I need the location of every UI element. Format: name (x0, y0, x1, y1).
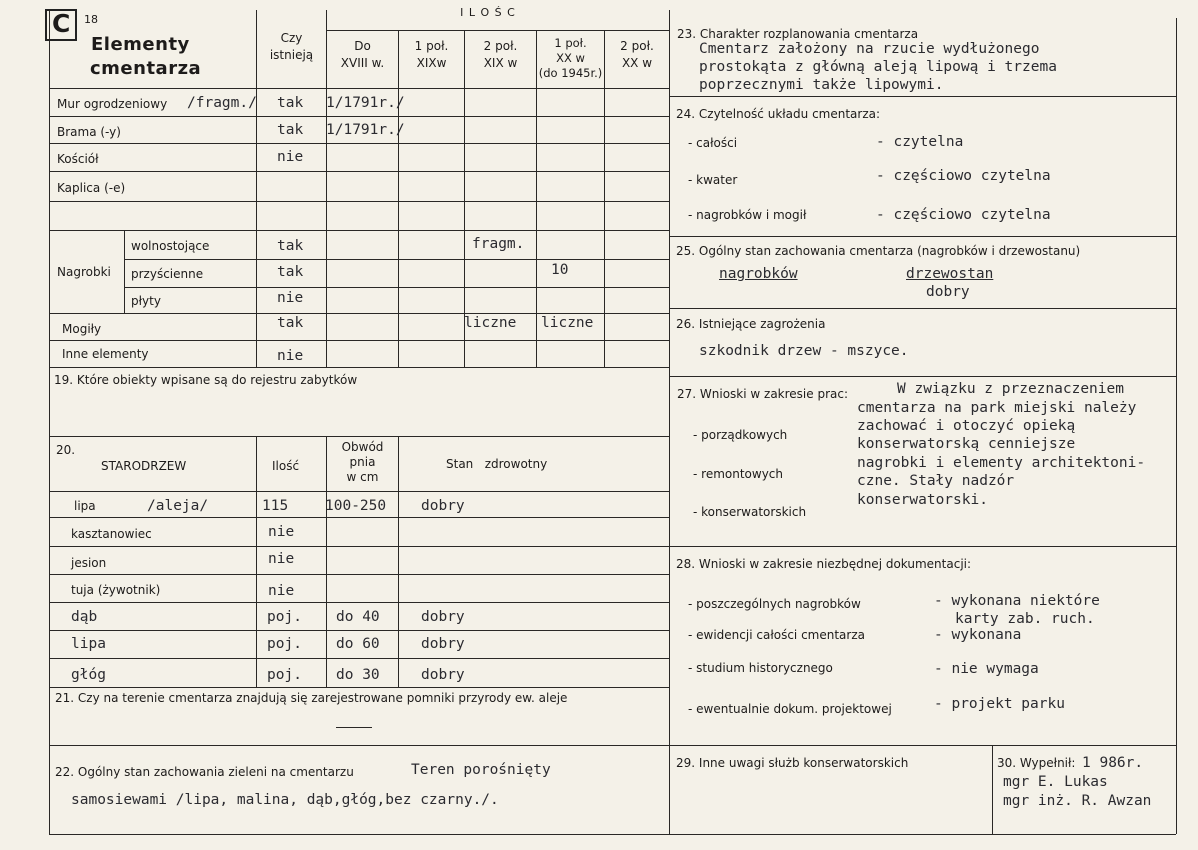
inne-exists: nie (277, 348, 304, 364)
row-label-brama: Brama (-y) (57, 125, 121, 139)
s28-row-value2: karty zab. ruch. (955, 611, 1095, 627)
tree-state: dobry (421, 667, 465, 683)
s27-line: cmentarza na park miejski należy (857, 400, 1137, 416)
tree-note: /aleja/ (147, 498, 209, 514)
s30-date: 1 986r. (1082, 755, 1144, 771)
tree-state: dobry (421, 636, 465, 652)
s25-col1-head: nagrobków (719, 266, 798, 282)
s23-line: Cmentarz założony na rzucie wydłużonego (699, 41, 1040, 57)
s28-label: 28. Wnioski w zakresie niezbędnej dokumentacji: (676, 557, 972, 571)
row-note-mur: /fragm./ (187, 95, 257, 111)
s20-num: 20. (56, 443, 76, 457)
row-xviii-brama: 1/1791r./ (326, 122, 405, 138)
s23-label: 23. Charakter rozplanowania cmentarza (677, 27, 919, 41)
tree-circ: 100-250 (325, 498, 387, 514)
period-xix2: 2 poł. XIX w (483, 39, 518, 71)
s21-label: 21. Czy na terenie cmentarza znajdują się zarejestrowane pomniki przyrody ew. aleje (55, 691, 568, 705)
s30-name: mgr inż. R. Awzan (1003, 793, 1152, 809)
s24-row-value: - częściowo czytelna (876, 207, 1051, 223)
tree-circ: do 40 (336, 609, 380, 625)
s28-row-value: - wykonana (934, 627, 1022, 643)
s22-value2: samosiewami /lipa, malina, dąb,głóg,bez czarny./. (71, 792, 499, 808)
s27-label: 27. Wnioski w zakresie prac: (677, 387, 849, 401)
tree-count: nie (268, 524, 295, 540)
card-code: C (52, 9, 71, 38)
nagrobki-row-exists: tak (277, 264, 304, 280)
nagrobki-row-label: wolnostojące (131, 239, 210, 253)
tree-name: dąb (71, 609, 98, 625)
period-xx1: 1 poł. XX w (do 1945r.) (538, 36, 603, 80)
s22-value1: Teren porośnięty (411, 762, 551, 778)
mogily-xix2: liczne (464, 315, 517, 331)
s19-label: 19. Które obiekty wpisane są do rejestru zabytków (54, 373, 358, 387)
nagrobki-row-xx1: 10 (551, 262, 569, 278)
tree-count: 115 (262, 498, 289, 514)
s25-col2-value: dobry (926, 284, 970, 300)
tree-name: lipa (74, 499, 96, 513)
tree-count: nie (268, 583, 295, 599)
tree-name: głóg (71, 667, 106, 683)
s27-line: czne. Stały nadzór (857, 473, 1015, 489)
s20-h-count: Ilość (272, 459, 300, 473)
tree-name: jesion (71, 556, 107, 570)
row-label-kaplica: Kaplica (-e) (57, 181, 126, 195)
s20-h-circ: Obwód pnia w cm (341, 440, 384, 484)
s24-row-label: - nagrobków i mogił (688, 208, 807, 222)
row-exists-kosciol: nie (277, 149, 304, 165)
s26-value: szkodnik drzew - mszyce. (699, 343, 909, 359)
tree-state: dobry (421, 609, 465, 625)
row-xviii-mur: 1/1791r./ (326, 95, 405, 111)
period-xx2: 2 poł. XX w (620, 39, 654, 71)
s24-row-label: - całości (688, 136, 738, 150)
s27-line: konserwatorską cenniejsze (857, 436, 1076, 452)
s27-line: konserwatorski. (857, 492, 988, 508)
s20-h-name: STARODRZEW (101, 459, 187, 473)
tree-name: tuja (żywotnik) (71, 583, 161, 597)
tree-circ: do 30 (336, 667, 380, 683)
mogily-label: Mogiły (62, 322, 102, 336)
s30-label: 30. Wypełnił: (997, 756, 1076, 770)
s27-item: - konserwatorskich (693, 505, 807, 519)
s27-item: - remontowych (693, 467, 783, 481)
s27-line: zachować i otoczyć opieką (857, 418, 1076, 434)
tree-state: dobry (421, 498, 465, 514)
tree-name: lipa (71, 636, 106, 652)
inne-label: Inne elementy (62, 347, 149, 361)
s23-line: poprzecznymi także lipowymi. (699, 77, 944, 93)
page-title-line1: Elementy (91, 34, 190, 55)
exists-header: Czy istnieją (269, 31, 314, 63)
s25-label: 25. Ogólny stan zachowania cmentarza (nagrobków i drzewostanu) (676, 244, 1081, 258)
s24-row-label: - kwater (688, 173, 738, 187)
tree-circ: do 60 (336, 636, 380, 652)
s30-name: mgr E. Lukas (1003, 774, 1108, 790)
nagrobki-row-label: przyścienne (131, 267, 204, 281)
s20-h-state: Stan zdrowotny (446, 457, 548, 471)
row-exists-mur: tak (277, 95, 304, 111)
ilosc-header: I L O Ś C (460, 6, 516, 19)
row-label-mur: Mur ogrodzeniowy (57, 97, 168, 111)
tree-count: poj. (267, 667, 302, 683)
period-xix1: 1 poł. XIXw (414, 39, 449, 71)
s27-item: - porządkowych (693, 428, 788, 442)
s28-row-value: - wykonana niektóre (934, 593, 1100, 609)
s26-label: 26. Istniejące zagrożenia (676, 317, 826, 331)
tree-name: kasztanowiec (71, 527, 152, 541)
nagrobki-label: Nagrobki (57, 265, 111, 279)
s25-col2-head: drzewostan (906, 266, 994, 282)
s29-label: 29. Inne uwagi służb konserwatorskich (676, 756, 909, 770)
tree-count: poj. (267, 609, 302, 625)
s28-row-label: - ewentualnie dokum. projektowej (688, 702, 892, 716)
period-xviii: Do XVIII w. (340, 39, 385, 71)
s23-line: prostokąta z główną aleją lipową i trzema (699, 59, 1057, 75)
tree-count: nie (268, 551, 295, 567)
s21-dash (336, 727, 372, 728)
s28-row-label: - studium historycznego (688, 661, 833, 675)
mogily-xx1: liczne (541, 315, 594, 331)
nagrobki-row-label: płyty (131, 294, 161, 308)
page-title-line2: cmentarza (90, 58, 202, 79)
nagrobki-row-xix2: fragm. (472, 236, 525, 252)
s22-label: 22. Ogólny stan zachowania zieleni na cmentarzu (55, 765, 354, 779)
tree-count: poj. (267, 636, 302, 652)
row-exists-brama: tak (277, 122, 304, 138)
mogily-exists: tak (277, 315, 304, 331)
s24-row-value: - czytelna (876, 134, 964, 150)
s28-row-value: - nie wymaga (934, 661, 1039, 677)
s24-label: 24. Czytelność układu cmentarza: (676, 107, 881, 121)
card-number: 18 (84, 13, 98, 26)
s28-row-label: - poszczególnych nagrobków (688, 597, 861, 611)
s27-line: W związku z przeznaczeniem (897, 381, 1124, 397)
s24-row-value: - częściowo czytelna (876, 168, 1051, 184)
nagrobki-row-exists: nie (277, 290, 304, 306)
s27-line: nagrobki i elementy architektoni- (857, 455, 1146, 471)
s28-row-label: - ewidencji całości cmentarza (688, 628, 865, 642)
nagrobki-row-exists: tak (277, 238, 304, 254)
s28-row-value: - projekt parku (934, 696, 1065, 712)
row-label-kosciol: Kościół (57, 152, 99, 166)
